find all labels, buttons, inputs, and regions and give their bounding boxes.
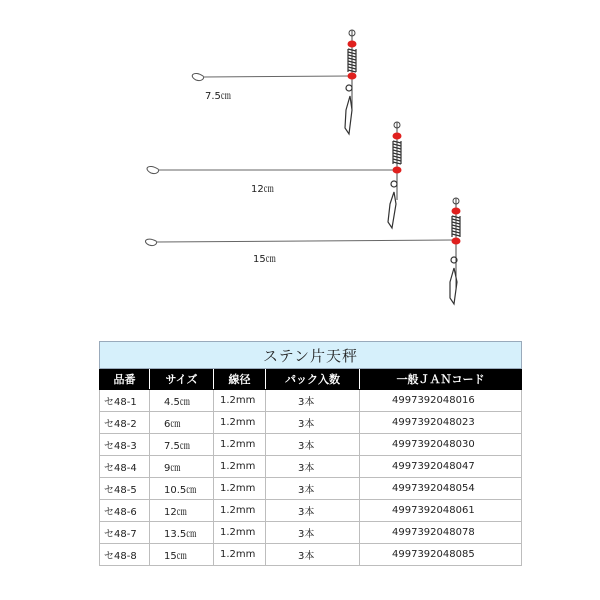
- wire-loop: [147, 166, 159, 173]
- red-bead-top: [393, 133, 402, 140]
- rig-7-5cm: [192, 30, 356, 134]
- cell-code: セ48-2: [100, 412, 150, 434]
- cell-wire: 1.2mm: [214, 478, 266, 500]
- table-header-row: [100, 369, 522, 390]
- wire-arm: [203, 76, 350, 77]
- cell-wire: 1.2mm: [214, 412, 266, 434]
- length-label: 7.5㎝: [205, 91, 231, 102]
- wire-arm: [156, 240, 452, 242]
- cell-pack: 3本: [266, 456, 360, 478]
- cell-code: セ48-8: [100, 544, 150, 566]
- cell-wire: 1.2mm: [214, 456, 266, 478]
- cell-size: 6㎝: [150, 412, 214, 434]
- cell-jan: 4997392048061: [360, 500, 522, 522]
- cell-jan: 4997392048078: [360, 522, 522, 544]
- cell-jan: 4997392048047: [360, 456, 522, 478]
- cell-pack: 3本: [266, 500, 360, 522]
- spec-table: [99, 341, 522, 566]
- cell-pack: 3本: [266, 478, 360, 500]
- table-row: [100, 412, 522, 434]
- cell-pack: 3本: [266, 412, 360, 434]
- cell-code: セ48-4: [100, 456, 150, 478]
- snap-clip: [388, 192, 396, 228]
- swivel-ring: [346, 85, 352, 91]
- length-label: 12㎝: [251, 184, 274, 195]
- cell-wire: 1.2mm: [214, 522, 266, 544]
- cell-code: セ48-3: [100, 434, 150, 456]
- cell-size: 9㎝: [150, 456, 214, 478]
- red-bead-bottom: [452, 238, 461, 245]
- cell-size: 13.5㎝: [150, 522, 214, 544]
- cell-wire: 1.2mm: [214, 500, 266, 522]
- red-bead-top: [348, 41, 357, 48]
- cell-pack: 3本: [266, 544, 360, 566]
- red-bead-bottom: [393, 167, 402, 174]
- cell-size: 15㎝: [150, 544, 214, 566]
- cell-jan: 4997392048054: [360, 478, 522, 500]
- cell-jan: 4997392048023: [360, 412, 522, 434]
- wire-loop: [145, 239, 156, 245]
- cell-jan: 4997392048085: [360, 544, 522, 566]
- header-code: 品番: [100, 369, 150, 390]
- cell-code: セ48-7: [100, 522, 150, 544]
- table-row: [100, 500, 522, 522]
- cell-size: 4.5㎝: [150, 390, 214, 412]
- wire-loop: [192, 73, 203, 80]
- length-label: 15㎝: [253, 254, 276, 265]
- snap-clip: [345, 96, 352, 134]
- header-pack: パック入数: [266, 369, 360, 390]
- cell-pack: 3本: [266, 390, 360, 412]
- table-row: [100, 390, 522, 412]
- table-title: ステン片天秤: [100, 342, 522, 369]
- rig-12cm: [147, 122, 401, 228]
- cell-wire: 1.2mm: [214, 390, 266, 412]
- table-row: [100, 434, 522, 456]
- table-row: [100, 544, 522, 566]
- cell-jan: 4997392048030: [360, 434, 522, 456]
- cell-code: セ48-6: [100, 500, 150, 522]
- cell-size: 10.5㎝: [150, 478, 214, 500]
- cell-size: 7.5㎝: [150, 434, 214, 456]
- cell-size: 12㎝: [150, 500, 214, 522]
- red-bead-bottom: [348, 73, 357, 80]
- rig-15cm: [145, 198, 460, 304]
- red-bead-top: [452, 208, 461, 215]
- cell-code: セ48-5: [100, 478, 150, 500]
- header-size: サイズ: [150, 369, 214, 390]
- cell-wire: 1.2mm: [214, 434, 266, 456]
- table-row: [100, 456, 522, 478]
- cell-pack: 3本: [266, 522, 360, 544]
- cell-code: セ48-1: [100, 390, 150, 412]
- table-row: [100, 522, 522, 544]
- header-jan: 一般ＪＡＮコード: [360, 369, 522, 390]
- header-wire: 線径: [214, 369, 266, 390]
- cell-wire: 1.2mm: [214, 544, 266, 566]
- cell-jan: 4997392048016: [360, 390, 522, 412]
- table-row: [100, 478, 522, 500]
- swivel-ring: [391, 181, 397, 187]
- table-title-row: [100, 342, 522, 369]
- cell-pack: 3本: [266, 434, 360, 456]
